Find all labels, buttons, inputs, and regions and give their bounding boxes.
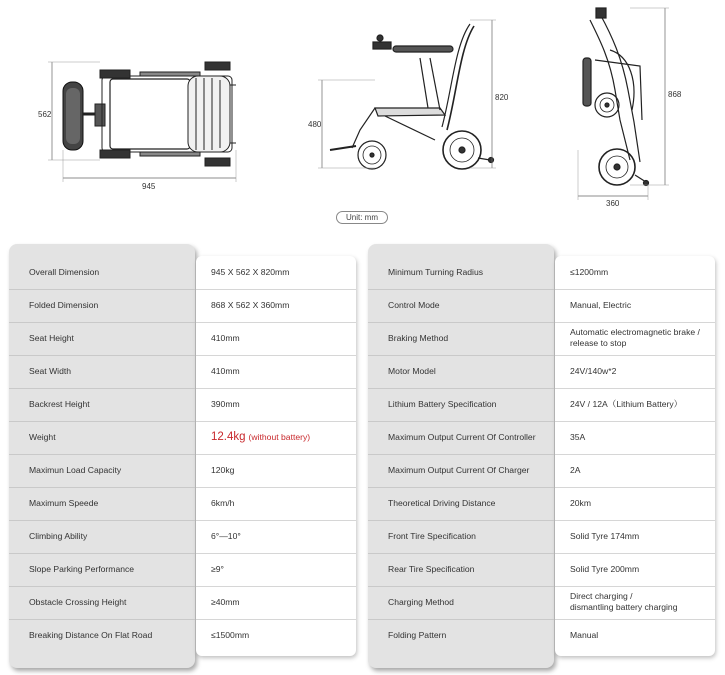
spec-label: Slope Parking Performance: [29, 564, 135, 574]
spec-value: 6°—10°: [211, 530, 241, 541]
spec-row: [9, 487, 356, 519]
spec-label: Control Mode: [388, 300, 440, 310]
spec-value: ≤1200mm: [570, 266, 609, 277]
unit-label: Unit: mm: [336, 211, 388, 224]
spec-label: Front Tire Specification: [388, 531, 476, 541]
spec-value: 868 X 562 X 360mm: [211, 299, 290, 310]
side-view-height-label: 820: [495, 93, 509, 102]
folded-view-drawing: [578, 8, 669, 200]
spec-value: 24V / 12A（Lithium Battery）: [570, 398, 683, 409]
spec-label: Folded Dimension: [29, 300, 99, 310]
spec-row: [368, 289, 715, 321]
spec-row-weight: [9, 421, 356, 453]
top-view-height-label: 562: [38, 110, 52, 119]
spec-label: Folding Pattern: [388, 630, 447, 640]
folded-view-height-label: 868: [668, 90, 682, 99]
spec-row: [9, 256, 356, 288]
spec-label: Maximum Speede: [29, 498, 99, 508]
spec-row: [9, 619, 356, 651]
spec-row: [9, 454, 356, 486]
spec-row: [9, 322, 356, 354]
spec-row: [368, 322, 715, 354]
spec-row: [368, 256, 715, 288]
spec-value: 390mm: [211, 398, 240, 409]
top-view-drawing: [48, 62, 236, 182]
spec-value: 410mm: [211, 365, 240, 376]
spec-row: [368, 388, 715, 420]
spec-label: Lithium Battery Specification: [388, 399, 497, 409]
spec-value-weight: [196, 422, 356, 452]
spec-value: 945 X 562 X 820mm: [211, 266, 290, 277]
spec-label: Charging Method: [388, 597, 454, 607]
spec-label: Maximum Output Current Of Controller: [388, 432, 536, 442]
spec-row: [9, 586, 356, 618]
spec-label: Minimum Turning Radius: [388, 267, 484, 277]
spec-row: [9, 289, 356, 321]
spec-value: Manual, Electric: [570, 299, 632, 310]
spec-row: [368, 586, 715, 618]
top-view-width-label: 945: [142, 182, 156, 191]
spec-row: [368, 421, 715, 453]
spec-label: Seat Width: [29, 366, 72, 376]
spec-label: Maximum Output Current Of Charger: [388, 465, 530, 475]
weight-value: 12.4kg: [211, 430, 246, 443]
spec-row: [9, 520, 356, 552]
spec-label: Maximun Load Capacity: [29, 465, 122, 475]
spec-value: ≤1500mm: [211, 629, 250, 640]
spec-label: Overall Dimension: [29, 267, 100, 277]
side-view-drawing: [318, 20, 496, 169]
spec-label: Braking Method: [388, 333, 449, 343]
folded-view-width-label: 360: [606, 199, 620, 208]
spec-value: 6km/h: [211, 497, 235, 508]
spec-row: [9, 355, 356, 387]
dimension-drawings: [0, 0, 725, 235]
spec-label: Breaking Distance On Flat Road: [29, 630, 153, 640]
spec-row: [9, 553, 356, 585]
spec-value: 120kg: [211, 464, 235, 475]
spec-value: Manual: [570, 629, 599, 640]
spec-value: 410mm: [211, 332, 240, 343]
spec-value: 35A: [570, 431, 586, 442]
spec-row: [368, 355, 715, 387]
spec-row: [368, 520, 715, 552]
spec-row: [368, 487, 715, 519]
spec-value: Automatic electromagnetic brake / release to stop: [570, 327, 700, 348]
spec-label: Rear Tire Specification: [388, 564, 475, 574]
spec-label: Seat Height: [29, 333, 74, 343]
spec-row: [9, 388, 356, 420]
spec-row: [368, 454, 715, 486]
spec-value: 2A: [570, 464, 581, 475]
spec-label: Motor Model: [388, 366, 436, 376]
spec-value: 20km: [570, 497, 592, 508]
spec-row: [368, 619, 715, 651]
spec-value: ≥40mm: [211, 596, 240, 607]
spec-value: Solid Tyre 174mm: [570, 530, 640, 541]
spec-label: Weight: [29, 432, 56, 442]
spec-value: Direct charging / dismantling battery charging: [570, 591, 678, 612]
spec-value: 24V/140w*2: [570, 365, 617, 376]
spec-value: Solid Tyre 200mm: [570, 563, 640, 574]
weight-note: (without battery): [248, 431, 311, 442]
spec-label: Backrest Height: [29, 399, 90, 409]
spec-value: ≥9°: [211, 563, 224, 574]
spec-label: Obstacle Crossing Height: [29, 597, 127, 607]
spec-label: Climbing Ability: [29, 531, 88, 541]
side-view-seat-label: 480: [308, 120, 322, 129]
spec-label: Theoretical Driving Distance: [388, 498, 496, 508]
spec-row: [368, 553, 715, 585]
wheelchair-drawings-svg: [0, 0, 725, 235]
